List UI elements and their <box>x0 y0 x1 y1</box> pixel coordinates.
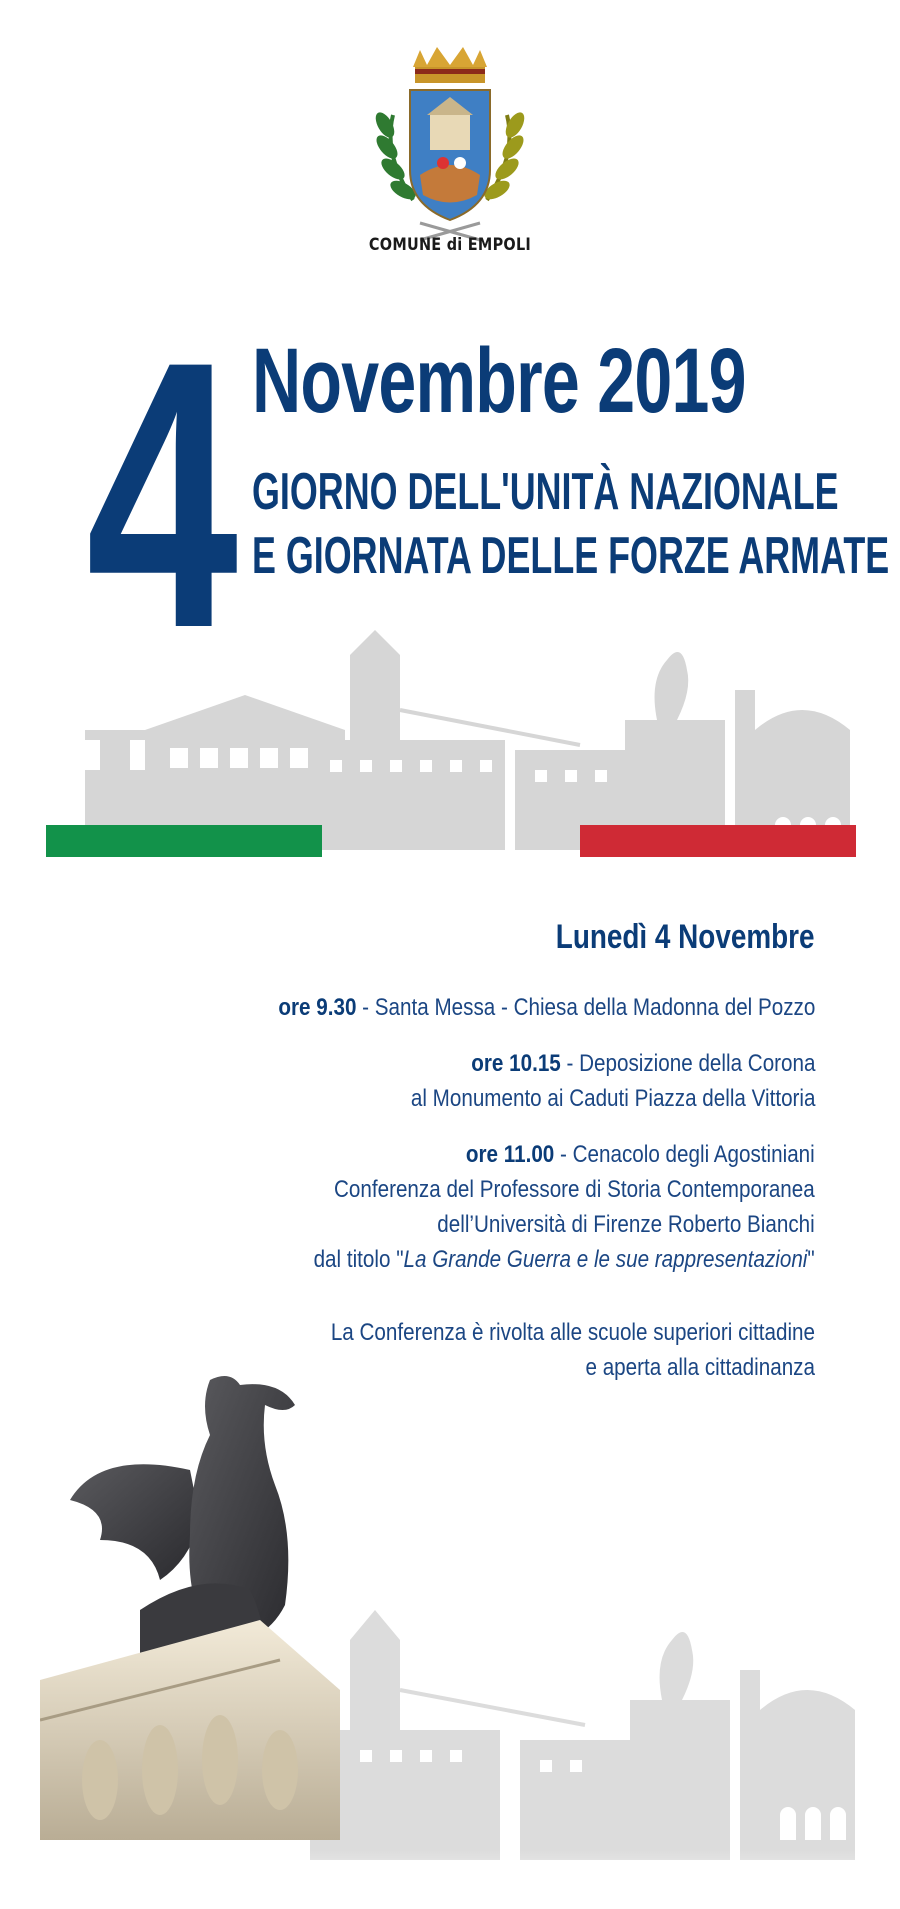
bottom-fade <box>0 1850 900 1909</box>
conference-note <box>331 1315 815 1385</box>
item-text: dell’Università di Firenze Roberto Bianchi <box>437 1211 815 1238</box>
flag-green-band <box>46 825 322 857</box>
item-text: Conferenza del Professore di Storia Contemporanea <box>334 1176 815 1203</box>
note-line: La Conferenza è rivolta alle scuole superiori cittadine <box>330 1319 815 1346</box>
item-time: ore 9.30 <box>278 994 357 1021</box>
event-date: Lunedì 4 Novembre <box>556 918 815 956</box>
conference-title: La Grande Guerra e le sue rappresentazioni <box>403 1246 808 1273</box>
program-item-conference <box>314 1137 815 1277</box>
shield-icon <box>410 90 490 220</box>
comune-di-empoli-coat-of-arms <box>365 45 535 260</box>
logo-caption: COMUNE di EMPOLI <box>368 235 532 255</box>
note-line: e aperta alla cittadinanza <box>585 1354 815 1381</box>
headline-subtitle-1: GIORNO DELL'UNITÀ NAZIONALE <box>252 463 839 521</box>
crown-icon <box>413 47 487 83</box>
program-item-mass <box>278 990 815 1025</box>
item-text: - Santa Messa - Chiesa della Madonna del Pozzo <box>356 994 815 1021</box>
item-text: dal titolo " <box>313 1246 404 1273</box>
item-time: ore 10.15 <box>470 1050 561 1077</box>
winged-victory-statue-photo <box>40 1360 400 1860</box>
city-skyline-illustration <box>45 620 855 860</box>
headline-subtitle-2: E GIORNATA DELLE FORZE ARMATE <box>252 527 890 585</box>
flag-red-band <box>580 825 856 857</box>
program-item-wreath <box>410 1046 815 1116</box>
headline-day-number: 4 <box>86 282 239 707</box>
item-text: " <box>807 1246 815 1273</box>
item-text: - Deposizione della Corona <box>560 1050 815 1077</box>
headline-month-year: Novembre 2019 <box>252 330 746 432</box>
item-text: al Monumento ai Caduti Piazza della Vittoria <box>410 1085 815 1112</box>
item-text: - Cenacolo degli Agostiniani <box>554 1141 815 1168</box>
item-time: ore 11.00 <box>466 1141 555 1168</box>
